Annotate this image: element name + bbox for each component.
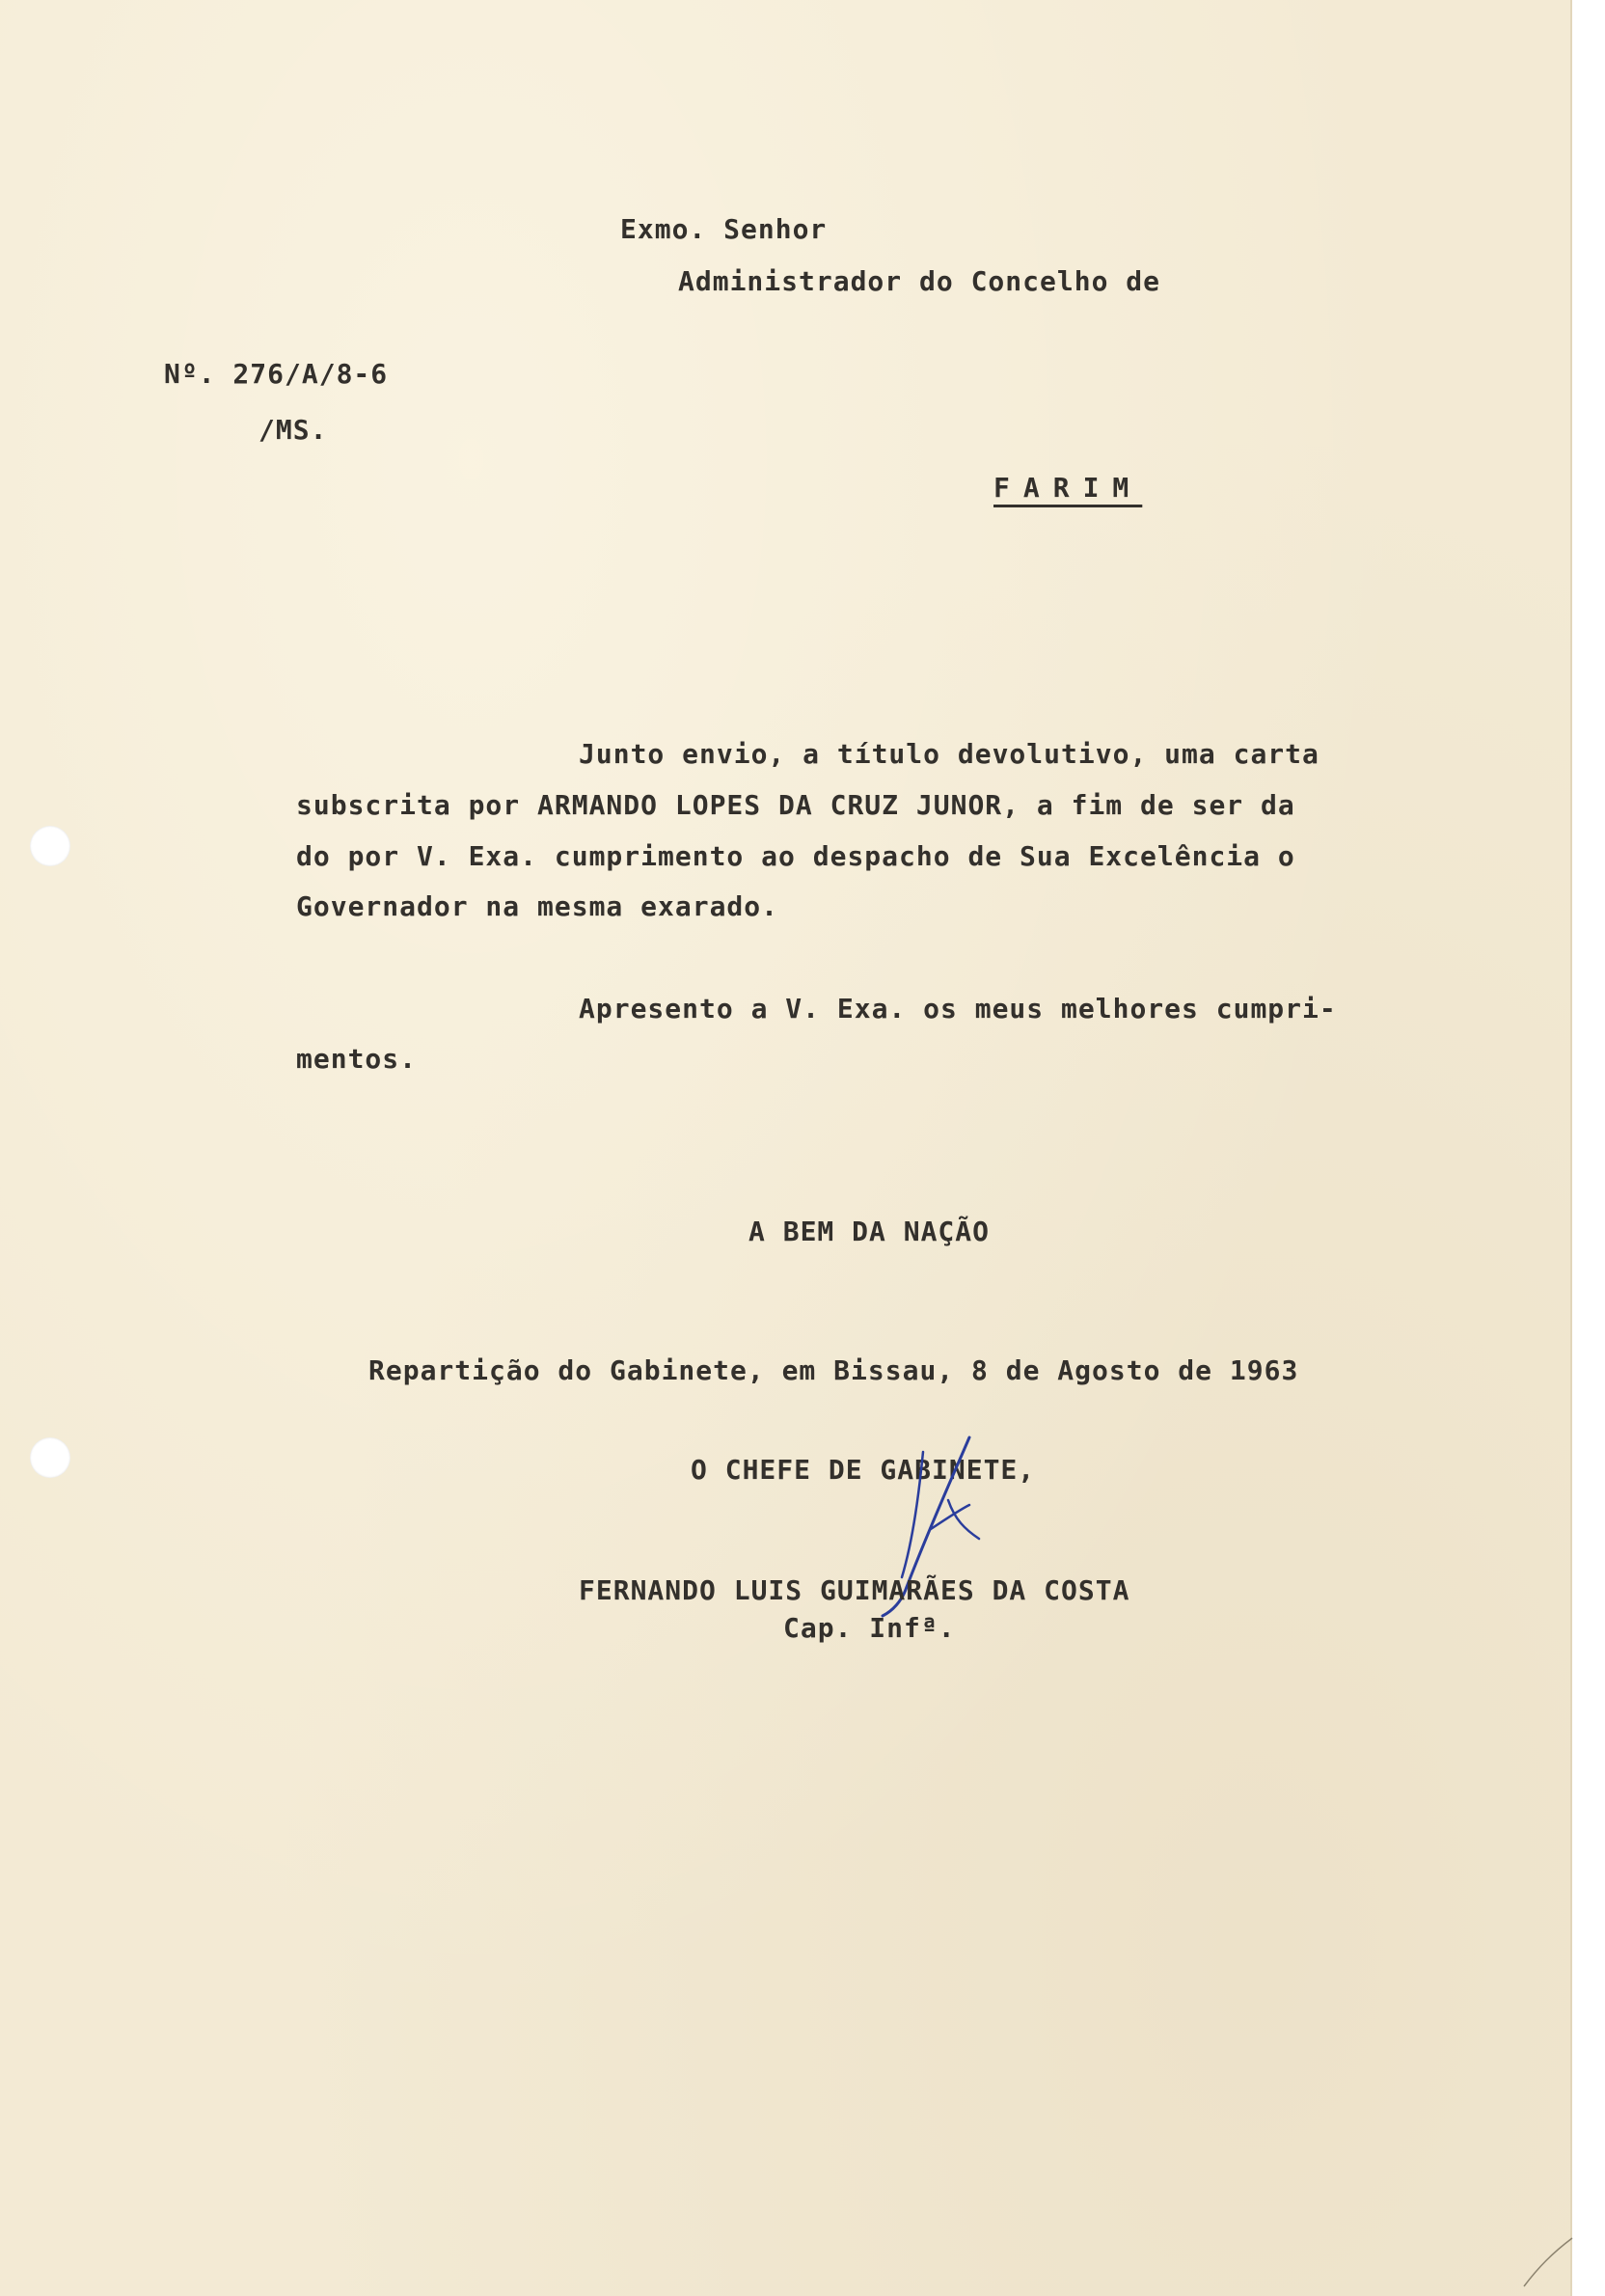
recipient-title: Administrador do Concelho de	[678, 265, 1161, 297]
closing-line-2: mentos.	[296, 1043, 418, 1075]
place-date: Repartição do Gabinete, em Bissau, 8 de Agosto de 1963	[368, 1354, 1299, 1386]
body-line-3: do por V. Exa. cumprimento ao despacho de Sua Excelência o	[296, 840, 1295, 872]
punch-hole-bottom	[30, 1437, 70, 1478]
signatory-name: FERNANDO LUIS GUIMARÃES DA COSTA	[579, 1574, 1130, 1606]
destination: FARIM	[993, 472, 1143, 504]
page-corner-fold	[1519, 2228, 1577, 2296]
reference-number: Nº. 276/A/8-6	[164, 358, 389, 390]
body-line-2: subscrita por ARMANDO LOPES DA CRUZ JUNOR, a fim de ser da	[296, 789, 1295, 821]
motto: A BEM DA NAÇÃO	[748, 1216, 991, 1247]
punch-hole-top	[30, 826, 70, 866]
salutation: Exmo. Senhor	[620, 213, 828, 245]
signatory-rank: Cap. Infª.	[783, 1612, 956, 1644]
closing-line-1: Apresento a V. Exa. os meus melhores cumpri-	[579, 993, 1337, 1025]
signatory-role: O CHEFE DE GABINETE,	[691, 1454, 1036, 1486]
body-line-1: Junto envio, a título devolutivo, uma carta	[579, 738, 1319, 770]
reference-suffix: /MS.	[258, 414, 328, 446]
body-line-4: Governador na mesma exarado.	[296, 890, 779, 922]
